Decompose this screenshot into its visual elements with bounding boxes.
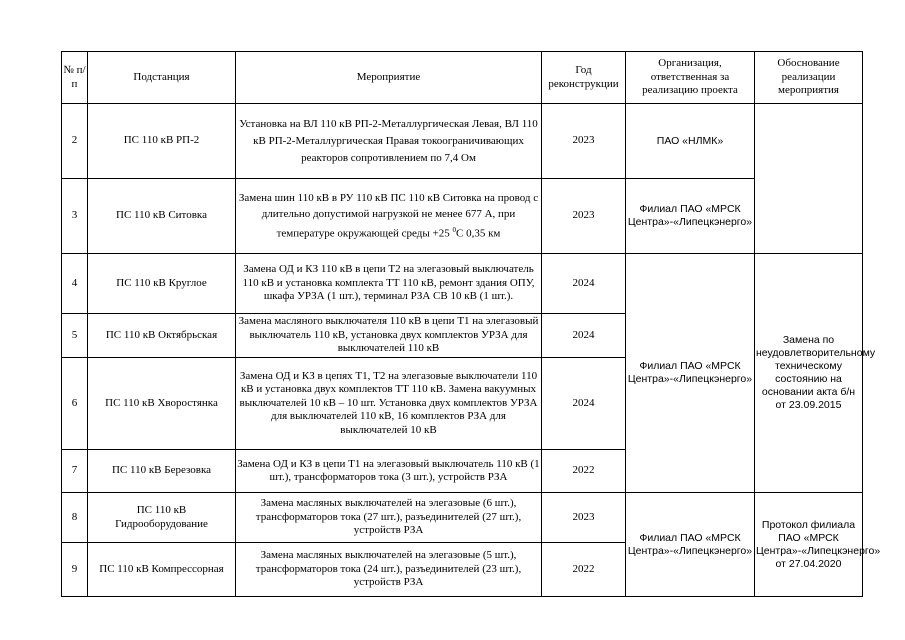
row-substation: ПС 110 кВ Хворостянка bbox=[88, 358, 236, 450]
row-measure: Замена масляных выключателей на элегазовые (5 шт.), трансформаторов тока (24 шт.), разъединителей (23 шт.), устройств РЗА bbox=[236, 543, 542, 597]
row-num: 2 bbox=[62, 104, 88, 179]
row-basis: Замена по неудовлетворительному техническому состоянию на основании акта б/н от 23.09.2015 bbox=[755, 254, 863, 493]
row-year: 2024 bbox=[542, 254, 626, 314]
row-measure: Замена шин 110 кВ в РУ 110 кВ ПС 110 кВ Ситовка на провод с длительно допустимой нагрузкой не менее 677 А, при температуре окружающей среды +25 $^0$С 0,35 км bbox=[236, 179, 542, 254]
row-substation: ПС 110 кВ Гидрооборудование bbox=[88, 493, 236, 543]
row-year: 2022 bbox=[542, 450, 626, 493]
row-basis: Протокол филиала ПАО «МРСК Центра»-«Липецкэнерго» от 27.04.2020 bbox=[755, 493, 863, 597]
row-num: 9 bbox=[62, 543, 88, 597]
row-num: 3 bbox=[62, 179, 88, 254]
row-num: 7 bbox=[62, 450, 88, 493]
table-row bbox=[62, 493, 863, 543]
row-measure: Замена ОД и КЗ в цепи Т1 на элегазовый выключатель 110 кВ (1 шт.), трансформаторов тока (3 шт.), устройств РЗА bbox=[236, 450, 542, 493]
row-num: 6 bbox=[62, 358, 88, 450]
row-num: 4 bbox=[62, 254, 88, 314]
row-substation: ПС 110 кВ Октябрьская bbox=[88, 314, 236, 358]
row-year: 2024 bbox=[542, 358, 626, 450]
row-measure: Замена ОД и КЗ в цепях Т1, Т2 на элегазовые выключатели 110 кВ и установка двух комплектов ТТ 110 кВ. Замена вакуумных выключателей 10 кВ – 10 шт. Установка двух комплектов УРЗА для выключателей 110 кВ, 16 комплектов РЗА для выключателей 10 кВ bbox=[236, 358, 542, 450]
header-basis: Обоснование реализации мероприятия bbox=[755, 52, 863, 104]
header-num: № п/п bbox=[62, 52, 88, 104]
row-num: 5 bbox=[62, 314, 88, 358]
row-year: 2023 bbox=[542, 104, 626, 179]
table-row bbox=[62, 254, 863, 314]
reconstruction-table bbox=[61, 51, 881, 597]
row-num: 8 bbox=[62, 493, 88, 543]
header-org: Организация, ответственная за реализацию проекта bbox=[626, 52, 755, 104]
row-measure: Установка на ВЛ 110 кВ РП-2-Металлургическая Левая, ВЛ 110 кВ РП-2-Металлургическая Правая токоограничивающих реакторов сопротивлением по 7,4 Ом bbox=[236, 104, 542, 179]
row-org: ПАО «НЛМК» bbox=[626, 104, 755, 179]
row-year: 2023 bbox=[542, 179, 626, 254]
row-org: Филиал ПАО «МРСК Центра»-«Липецкэнерго» bbox=[626, 179, 755, 254]
row-substation: ПС 110 кВ Ситовка bbox=[88, 179, 236, 254]
row-measure: Замена масляного выключателя 110 кВ в цепи Т1 на элегазовый выключатель 110 кВ, установка двух комплектов УРЗА для выключателей 110 кВ bbox=[236, 314, 542, 358]
row-org: Филиал ПАО «МРСК Центра»-«Липецкэнерго» bbox=[626, 493, 755, 597]
header-substation: Подстанция bbox=[88, 52, 236, 104]
row-basis-empty bbox=[755, 104, 863, 254]
row-year: 2024 bbox=[542, 314, 626, 358]
row-measure: Замена масляных выключателей на элегазовые (6 шт.), трансформаторов тока (27 шт.), разъединителей (27 шт.), устройств РЗА bbox=[236, 493, 542, 543]
row-substation: ПС 110 кВ Березовка bbox=[88, 450, 236, 493]
row-measure: Замена ОД и КЗ 110 кВ в цепи Т2 на элегазовый выключатель 110 кВ и установка комплекта ТТ 110 кВ, ремонт здания ОПУ, шкафа УРЗА (1 шт.), терминал РЗА СВ 10 кВ (1 шт.). bbox=[236, 254, 542, 314]
header-measure: Мероприятие bbox=[236, 52, 542, 104]
row-org: Филиал ПАО «МРСК Центра»-«Липецкэнерго» bbox=[626, 254, 755, 493]
row-year: 2023 bbox=[542, 493, 626, 543]
header-year: Год реконструкции bbox=[542, 52, 626, 104]
row-substation: ПС 110 кВ Круглое bbox=[88, 254, 236, 314]
table-row bbox=[62, 179, 863, 254]
document-page bbox=[61, 51, 881, 597]
table-row bbox=[62, 104, 863, 179]
row-year: 2022 bbox=[542, 543, 626, 597]
row-substation: ПС 110 кВ Компрессорная bbox=[88, 543, 236, 597]
row-substation: ПС 110 кВ РП-2 bbox=[88, 104, 236, 179]
table-header-row bbox=[62, 52, 863, 104]
